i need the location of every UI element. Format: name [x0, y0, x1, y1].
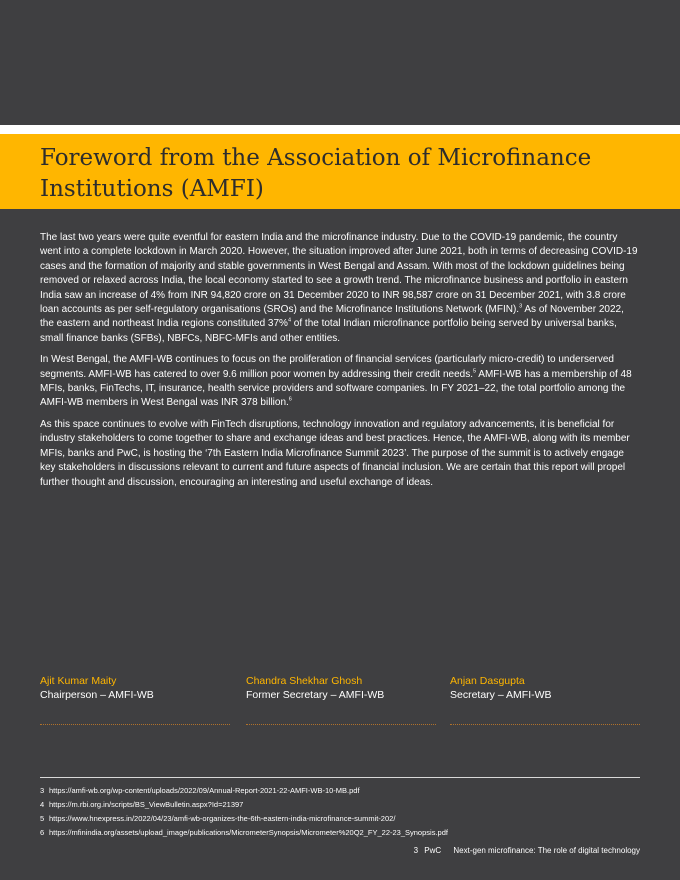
foreword-body	[40, 231, 640, 497]
footnote-divider	[40, 777, 640, 778]
footnote-item: 3 https://amfi-wb.org/wp-content/uploads/2022/09/Annual-Report-2021-22-AMFI-WB-10-MB.pdf	[40, 786, 360, 795]
signature-line-2	[246, 724, 436, 725]
title-band	[0, 134, 680, 209]
white-divider-strip	[0, 125, 680, 134]
page-title: Foreword from the Association of Microfinance Institutions (AMFI)	[40, 145, 592, 202]
footnote-item: 5 https://www.hnexpress.in/2022/04/23/amfi-wb-organizes-the-6th-eastern-india-microfinance-summit-202/	[40, 814, 396, 823]
footnote-ref-5[interactable]: 5	[472, 368, 477, 375]
paragraph-2: In West Bengal, the AMFI-WB continues to focus on the proliferation of financial services (particularly micro-credit) to underserved segments. AMFI-WB has catered to over 9.6 million poor women by addressing their credit needs.$^5$ AMFI-WB has a membership of 48 MFIs, banks, FinTechs, IT, insurance, health service providers and software companies. In FY 2021–22, the total portfolio among the AMFI-WB members in West Bengal was INR 378 billion.$^6$	[40, 354, 632, 409]
brand-name: PwC	[424, 846, 442, 855]
signatory-name: Ajit Kumar Maity	[40, 675, 117, 687]
footnote-link[interactable]: https://mfinindia.org/assets/upload_image/publications/MicrometerSynopsis/Micrometer%20Q2_FY_22-23_Synopsis.pdf	[49, 828, 448, 837]
signature-line-1	[40, 724, 230, 725]
document-title: Next-gen microfinance: The role of digital technology	[453, 846, 640, 855]
paragraph-1: The last two years were quite eventful for eastern India and the microfinance industry. Due to the COVID-19 pandemic, the country went into a complete lockdown in March 2020. However, the situation improved after June 2021, both in terms of decreasing COVID-19 cases and the formation of majority and stable governments in West Bengal and Assam. With most of the lockdown guidelines being removed or relaxed across India, the local economy started to see a growth trend. The microfinance business and portfolio in eastern India saw an increase of 4% from INR 94,820 crore on 31 December 2020 to INR 98,587 crore on 31 December 2021, with 3.8 crore loan accounts as per self-regulatory organisations (SROs) and the Microfinance Institutions Network (MFIN).$^3$ As of November 2022, the eastern and northeast India regions constituted 37%$^4$ of the total Indian microfinance portfolio being served by universal banks, small finance banks (SFBs), NBFCs, NBFC-MFIs and other entities.	[40, 232, 638, 344]
page-number: 3	[413, 846, 419, 855]
footnote-link[interactable]: https://amfi-wb.org/wp-content/uploads/2022/09/Annual-Report-2021-22-AMFI-WB-10-MB.pdf	[49, 786, 360, 795]
paragraph-3: As this space continues to evolve with FinTech disruptions, technology innovation and regulatory advancements, it is beneficial for industry stakeholders to come together to share and exchange ideas and best practices. Hence, the AMFI-WB, along with its member MFIs, banks and PwC, is hosting the ‘7th Eastern India Microfinance Summit 2023’. The purpose of the summit is to actively engage key stakeholders in discussions relevant to current and future aspects of financial inclusion. We are certain that this report will propel further thought and discussion, encouraging an interesting and useful exchange of ideas.	[40, 418, 630, 488]
signatory-role: Former Secretary – AMFI-WB	[246, 689, 385, 701]
footnote-ref-4[interactable]: 4	[287, 318, 292, 325]
footnote-link[interactable]: https://m.rbi.org.in/scripts/BS_ViewBulletin.aspx?Id=21397	[49, 800, 244, 809]
footnote-item: 4 https://m.rbi.org.in/scripts/BS_ViewBulletin.aspx?Id=21397	[40, 800, 244, 809]
signatory-role: Chairperson – AMFI-WB	[40, 689, 154, 701]
footnotes	[40, 786, 660, 842]
footnote-ref-6[interactable]: 6	[288, 397, 292, 404]
signatory-3	[450, 674, 552, 702]
signatory-role: Secretary – AMFI-WB	[450, 689, 552, 701]
signatory-name: Anjan Dasgupta	[450, 675, 525, 687]
footnote-ref-3[interactable]: 3	[519, 303, 523, 310]
footnote-item: 6 https://mfinindia.org/assets/upload_image/publications/MicrometerSynopsis/Micrometer%20Q2_FY_22-23_Synopsis.pdf	[40, 828, 448, 837]
signature-line-3	[450, 724, 640, 725]
signatory-2	[246, 674, 384, 702]
page-footer	[410, 846, 640, 855]
signatory-name: Chandra Shekhar Ghosh	[246, 675, 363, 687]
signatory-1	[40, 674, 154, 702]
footnote-link[interactable]: https://www.hnexpress.in/2022/04/23/amfi-wb-organizes-the-6th-eastern-india-microfinance-summit-202/	[49, 814, 396, 823]
